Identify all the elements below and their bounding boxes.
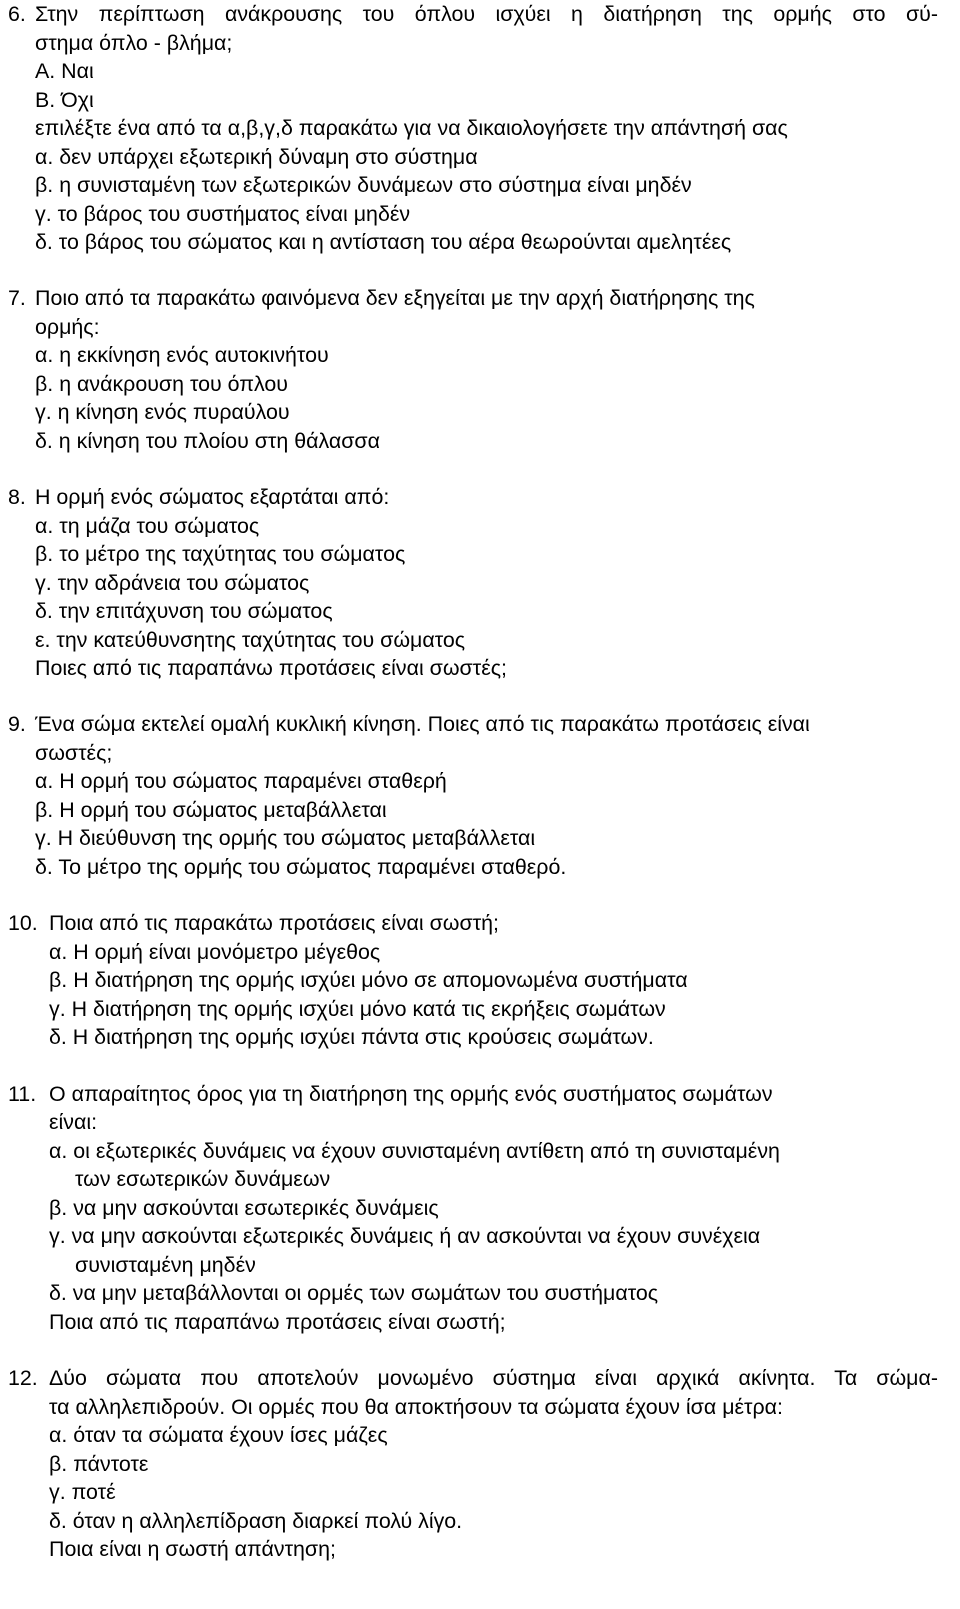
q12-line-2: τα αλληλεπιδρούν. Οι ορμές που θα αποκτήσουν τα σώματα έχουν ίσα μέτρα: xyxy=(49,1395,783,1419)
q6-reason-c: γ. το βάρος του συστήματος είναι μηδέν xyxy=(35,202,411,226)
q11-option-a-cont: των εσωτερικών δυνάμεων xyxy=(75,1167,331,1191)
q6-number: 6. xyxy=(8,2,26,26)
q6-reason-a: α. δεν υπάρχει εξωτερική δύναμη στο σύστημα xyxy=(35,145,478,169)
q7-option-a: α. η εκκίνηση ενός αυτοκινήτου xyxy=(35,343,329,367)
q10-option-c: γ. Η διατήρηση της ορμής ισχύει μόνο κατά τις εκρήξεις σωμάτων xyxy=(49,997,666,1021)
q11-line-1: 11. Ο απαραίτητος όρος για τη διατήρηση της ορμής ενός συστήματος σωμάτων xyxy=(0,1080,960,1109)
q8-option-c: γ. την αδράνεια του σώματος xyxy=(35,571,310,595)
q8-line-1: 8. Η ορμή ενός σώματος εξαρτάται από: xyxy=(0,483,960,512)
q11-number: 11. xyxy=(8,1082,37,1106)
q8-option-d: δ. την επιτάχυνση του σώματος xyxy=(35,599,333,623)
q7-line-2: ορμής: xyxy=(35,315,100,339)
q9-number: 9. xyxy=(8,712,26,736)
q12-option-d: δ. όταν η αλληλεπίδραση διαρκεί πολύ λίγο. xyxy=(49,1509,463,1533)
q9-option-a: α. Η ορμή του σώματος παραμένει σταθερή xyxy=(35,769,447,793)
q10-option-a: α. Η ορμή είναι μονόμετρο μέγεθος xyxy=(49,940,381,964)
q10-number: 10. xyxy=(8,911,38,935)
q8-option-e: ε. την κατεύθυνσητης ταχύτητας του σώματος xyxy=(35,628,466,652)
q9-option-b: β. Η ορμή του σώματος μεταβάλλεται xyxy=(35,798,387,822)
q7-number: 7. xyxy=(8,286,26,310)
q11-option-b: β. να μην ασκούνται εσωτερικές δυνάμεις xyxy=(49,1196,439,1220)
q10-option-b: β. Η διατήρηση της ορμής ισχύει μόνο σε απομονωμένα συστήματα xyxy=(49,968,688,992)
q6-reason-d: δ. το βάρος του σώματος και η αντίσταση του αέρα θεωρούνται αμελητέες xyxy=(35,230,732,254)
q11-option-a: α. οι εξωτερικές δυνάμεις να έχουν συνισταμένη αντίθετη από τη συνισταμένη xyxy=(49,1139,780,1163)
q9-line-2: σωστές; xyxy=(35,741,113,765)
q6-line-2: στημα όπλο - βλήμα; xyxy=(35,31,233,55)
q12-option-c: γ. ποτέ xyxy=(49,1480,116,1504)
q8-prompt: Ποιες από τις παραπάνω προτάσεις είναι σωστές; xyxy=(35,656,507,680)
q9-line-1: 9. Ένα σώμα εκτελεί ομαλή κυκλική κίνηση. Ποιες από τις παρακάτω προτάσεις είναι xyxy=(0,710,960,739)
q11-option-c: γ. να μην ασκούνται εξωτερικές δυνάμεις ή αν ασκούνται να έχουν συνέχεια xyxy=(49,1224,761,1248)
q8-number: 8. xyxy=(8,485,26,509)
q11-line-2: είναι: xyxy=(49,1110,98,1134)
q11-prompt: Ποια από τις παραπάνω προτάσεις είναι σωστή; xyxy=(49,1310,506,1334)
q9-option-d: δ. Το μέτρο της ορμής του σώματος παραμένει σταθερό. xyxy=(35,855,567,879)
q10-option-d: δ. Η διατήρηση της ορμής ισχύει πάντα στις κρούσεις σωμάτων. xyxy=(49,1025,654,1049)
q12-option-a: α. όταν τα σώματα έχουν ίσες μάζες xyxy=(49,1423,388,1447)
q12-option-b: β. πάντοτε xyxy=(49,1452,149,1476)
q7-option-b: β. η ανάκρουση του όπλου xyxy=(35,372,288,396)
q7-line-1: 7. Ποιο από τα παρακάτω φαινόμενα δεν εξηγείται με την αρχή διατήρησης της xyxy=(0,284,960,313)
q9-option-c: γ. Η διεύθυνση της ορμής του σώματος μεταβάλλεται xyxy=(35,826,536,850)
q6-option-b: Β. Όχι xyxy=(35,88,94,112)
q8-option-a: α. τη μάζα του σώματος xyxy=(35,514,260,538)
q6-line-1: 6. Στην περίπτωση ανάκρουσης του όπλου ισχύει η διατήρηση της ορμής στο σύ- xyxy=(0,0,960,29)
q12-prompt: Ποια είναι η σωστή απάντηση; xyxy=(49,1537,336,1561)
q10-line-1: 10. Ποια από τις παρακάτω προτάσεις είναι σωστή; xyxy=(0,909,960,938)
q12-number: 12. xyxy=(8,1366,38,1390)
q6-justify-instruction: επιλέξτε ένα από τα α,β,γ,δ παρακάτω για να δικαιολογήσετε την απάντησή σας xyxy=(35,116,788,140)
q12-line-1: 12. Δύο σώματα που αποτελούν μονωμένο σύστημα είναι αρχικά ακίνητα. Τα σώμα- xyxy=(0,1364,960,1393)
q7-option-c: γ. η κίνηση ενός πυραύλου xyxy=(35,400,290,424)
q7-option-d: δ. η κίνηση του πλοίου στη θάλασσα xyxy=(35,429,380,453)
q8-option-b: β. το μέτρο της ταχύτητας του σώματος xyxy=(35,542,406,566)
q6-option-a: Α. Ναι xyxy=(35,59,94,83)
q6-reason-b: β. η συνισταμένη των εξωτερικών δυνάμεων στο σύστημα είναι μηδέν xyxy=(35,173,692,197)
q11-option-c-cont: συνισταμένη μηδέν xyxy=(75,1253,256,1277)
q11-option-d: δ. να μην μεταβάλλονται οι ορμές των σωμάτων του συστήματος xyxy=(49,1281,659,1305)
